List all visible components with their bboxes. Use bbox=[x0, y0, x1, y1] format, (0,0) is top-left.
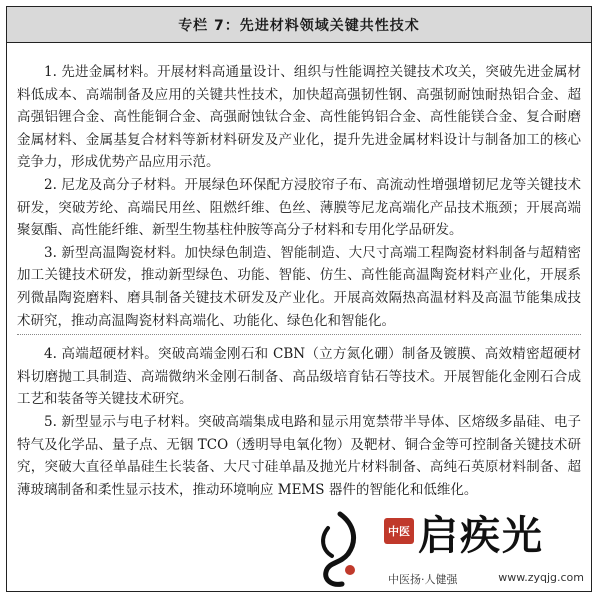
dotted-divider bbox=[17, 334, 581, 343]
paragraph-electronic: 5. 新型显示与电子材料。突破高端集成电路和显示用宽禁带半导体、区熔级多晶硅、电子特气及化学品、量子点、无铟 TCO（透明导电氧化物）及靶材、铜合金等可控制备关键技术研究，突破大直径单晶硅生长装备、大尺寸硅单晶及抛光片材料制备、高纯石英原材料制备、超薄玻璃制备和柔性显示技术，推动环境响应 MEMS 器件的智能化和低维化。 bbox=[17, 413, 581, 498]
watermark-name: 启疾光 bbox=[418, 512, 544, 559]
column-box bbox=[6, 6, 592, 592]
watermark-tagline: 中医扬·人健强 bbox=[384, 570, 462, 588]
paragraph-ceramic: 3. 新型高温陶瓷材料。加快绿色制造、智能制造、大尺寸高端工程陶瓷材料制备与超精密加工关键技术研发，推动新型绿色、功能、智能、仿生、高性能高温陶瓷材料产业化，开展系列微晶陶瓷磨料、磨具制备关键技术研发及产业化。开展高效隔热高温材料及高温节能集成技术研究，推动高温陶瓷材料高端化、功能化、绿色化和智能化。 bbox=[17, 244, 581, 329]
column-content bbox=[7, 43, 591, 501]
watermark-seal: 中医 bbox=[384, 518, 414, 544]
paragraph-metal: 1. 先进金属材料。开展材料高通量设计、组织与性能调控关键技术攻关，突破先进金属材料低成本、高端制备及应用的关键共性技术，加快超高强韧性钢、高强韧耐蚀耐热铝合金、超高强铝锂合金、高性能铜合金、高强耐蚀钛合金、高性能钨铝合金、高性能镁合金、复合耐磨金属材料、金属基复合材料等新材料研发及产业化，提升先进金属材料设计与制备加工的核心竞争力，形成优势产品应用示范。 bbox=[17, 64, 581, 171]
paragraph-polymer: 2. 尼龙及高分子材料。开展绿色环保配方浸胶帘子布、高流动性增强增韧尼龙等关键技术研发，突破芳纶、高端民用丝、阻燃纤维、色丝、薄膜等尼龙高端化产品技术瓶颈；开展高端聚氨酯、高性能纤维、新型生物基柱仲胺等高分子材料和专用化学品研发。 bbox=[17, 176, 581, 239]
column-title: 专栏 7：先进材料领域关键共性技术 bbox=[7, 7, 591, 43]
watermark-url: www.zyqjg.com bbox=[494, 570, 588, 585]
paragraph-superhard: 4. 高端超硬材料。突破高端金刚石和 CBN（立方氮化硼）制备及镀膜、高效精密超硬材料切磨抛工具制造、高端微纳米金刚石制备、高品级培育钻石等技术。开展智能化金刚石合成工艺和装备等关键技术研究。 bbox=[17, 346, 581, 408]
